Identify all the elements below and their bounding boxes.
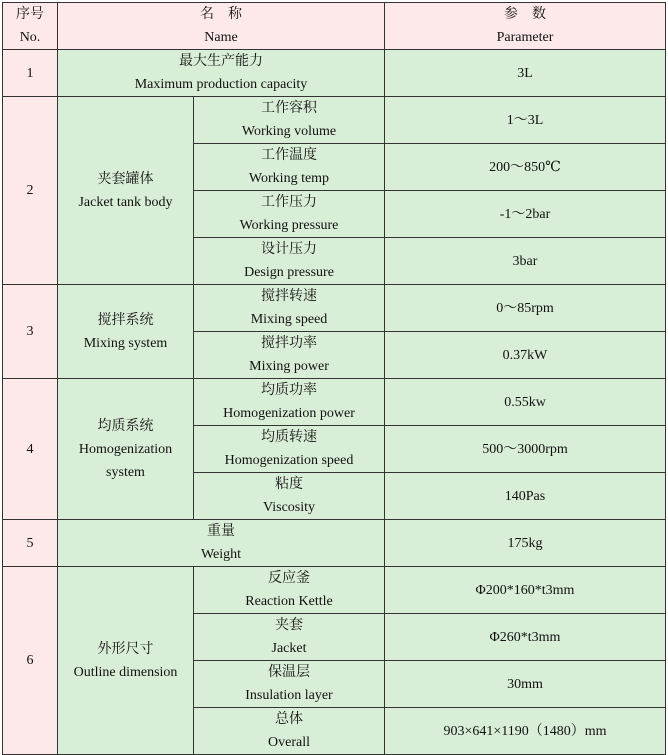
item-value: 0.55kw <box>385 379 666 426</box>
item-value: 3bar <box>385 238 666 285</box>
item-name: 保温层 Insulation layer <box>194 661 385 708</box>
table-row <box>3 285 666 332</box>
item-value: 500～3000rpm <box>385 426 666 473</box>
item-name: 均质转速 Homogenization speed <box>194 426 385 473</box>
table-row <box>3 520 666 567</box>
item-name: 粘度 Viscosity <box>194 473 385 520</box>
header-no: 序号 No. <box>3 3 58 50</box>
item-name: 反应釜 Reaction Kettle <box>194 567 385 614</box>
row-value: 175kg <box>385 520 666 567</box>
item-value: 140Pas <box>385 473 666 520</box>
row-number: 5 <box>3 520 58 567</box>
header-row <box>3 3 666 50</box>
item-name: 工作容积 Working volume <box>194 97 385 144</box>
header-parameter: 参 数 Parameter <box>385 3 666 50</box>
row-number: 4 <box>3 379 58 520</box>
item-name: 搅拌转速 Mixing speed <box>194 285 385 332</box>
item-name: 搅拌功率 Mixing power <box>194 332 385 379</box>
group-name: 外形尺寸 Outline dimension <box>58 567 194 755</box>
group-name: 搅拌系统 Mixing system <box>58 285 194 379</box>
table-row <box>3 50 666 97</box>
row-number: 3 <box>3 285 58 379</box>
row-name: 最大生产能力 Maximum production capacity <box>58 50 385 97</box>
item-value: 0.37kW <box>385 332 666 379</box>
table-row <box>3 567 666 614</box>
item-value: -1～2bar <box>385 191 666 238</box>
item-name: 工作压力 Working pressure <box>194 191 385 238</box>
item-value: 200～850℃ <box>385 144 666 191</box>
item-value: Φ260*t3mm <box>385 614 666 661</box>
item-value: 1～3L <box>385 97 666 144</box>
item-value: 30mm <box>385 661 666 708</box>
spec-table <box>2 2 666 755</box>
item-value: 0～85rpm <box>385 285 666 332</box>
item-name: 工作温度 Working temp <box>194 144 385 191</box>
item-value: Φ200*160*t3mm <box>385 567 666 614</box>
table-row <box>3 379 666 426</box>
table-row <box>3 97 666 144</box>
row-value: 3L <box>385 50 666 97</box>
row-number: 2 <box>3 97 58 285</box>
item-value: 903×641×1190（1480）mm <box>385 708 666 755</box>
row-number: 6 <box>3 567 58 755</box>
group-name: 均质系统 Homogenization system <box>58 379 194 520</box>
item-name: 夹套 Jacket <box>194 614 385 661</box>
item-name: 总体 Overall <box>194 708 385 755</box>
group-name: 夹套罐体 Jacket tank body <box>58 97 194 285</box>
item-name: 设计压力 Design pressure <box>194 238 385 285</box>
row-name: 重量 Weight <box>58 520 385 567</box>
item-name: 均质功率 Homogenization power <box>194 379 385 426</box>
header-name: 名 称 Name <box>58 3 385 50</box>
row-number: 1 <box>3 50 58 97</box>
